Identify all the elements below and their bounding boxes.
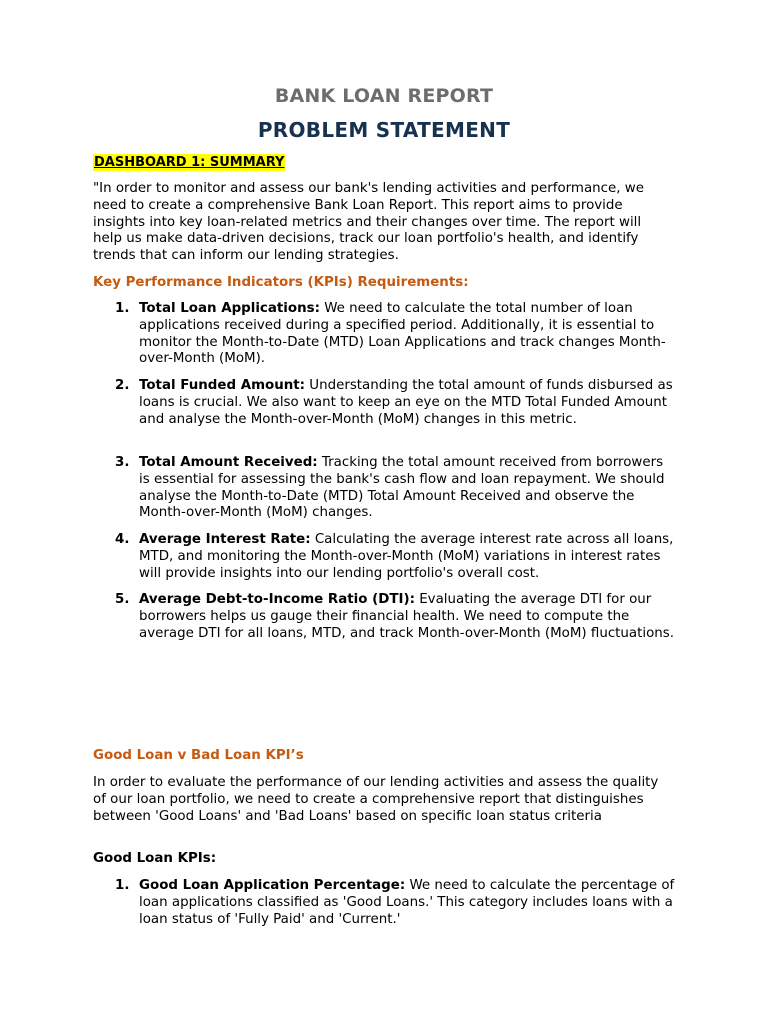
- list-item-number: 3.: [115, 455, 130, 470]
- list-item-number: 1.: [115, 878, 130, 893]
- list-item-text: Tracking the total amount received from borrowers is essential for assessing the bank's cash flow and loan repayment. We should analyse the Month-to-Date (MTD) Total Amount Received and observe the Month-over-Month (MoM) changes.: [139, 455, 665, 521]
- list-item-text: We need to calculate the percentage of loan applications classified as 'Good Loans.' This category includes loans with a loan status of 'Fully Paid' and 'Current.': [139, 878, 675, 927]
- list-item-lead: Average Interest Rate:: [139, 532, 311, 547]
- list-item-number: 2.: [115, 378, 130, 393]
- list-item-number: 5.: [115, 592, 130, 607]
- kpi-requirements-heading: Key Performance Indicators (KPIs) Requirements:: [93, 275, 469, 290]
- list-item-lead: Total Loan Applications:: [139, 301, 320, 316]
- list-item-lead: Total Amount Received:: [139, 455, 318, 470]
- good-bad-loan-heading: Good Loan v Bad Loan KPI’s: [93, 748, 304, 763]
- list-item: [115, 301, 675, 368]
- list-item: [115, 455, 675, 522]
- list-item-number: 1.: [115, 301, 130, 316]
- problem-statement-title: PROBLEM STATEMENT: [257, 118, 511, 142]
- list-item-text: Evaluating the average DTI for our borrowers helps us gauge their financial health. We need to compute the average DTI for all loans, MTD, and track Month-over-Month (MoM) fluctuations.: [139, 592, 675, 641]
- good-loan-kpis-label: Good Loan KPIs:: [93, 851, 217, 866]
- list-item-lead: Good Loan Application Percentage:: [139, 878, 406, 893]
- list-item: [115, 532, 675, 582]
- good-bad-paragraph: In order to evaluate the performance of our lending activities and assess the quality of our loan portfolio, we need to create a comprehensive report that distinguishes between 'Good Loans' and 'Bad Loans' based on specific loan status criteria: [93, 775, 659, 824]
- list-item-text: We need to calculate the total number of loan applications received during a specified period. Additionally, it is essential to monitor the Month-to-Date (MTD) Loan Applications and track changes Month-over-Month (MoM).: [139, 301, 666, 367]
- list-item-text: Understanding the total amount of funds disbursed as loans is crucial. We also want to keep an eye on the MTD Total Funded Amount and analyse the Month-over-Month (MoM) changes in this metric.: [139, 378, 673, 427]
- list-item-number: 4.: [115, 532, 130, 547]
- report-title: BANK LOAN REPORT: [274, 85, 494, 107]
- list-item-lead: Average Debt-to-Income Ratio (DTI):: [139, 592, 415, 607]
- list-item: [115, 592, 675, 642]
- list-item: [115, 378, 675, 428]
- list-item-text: Calculating the average interest rate across all loans, MTD, and monitoring the Month-over-Month (MoM) variations in interest rates will provide insights into our lending portfolio's overall cost.: [139, 532, 674, 581]
- list-item-lead: Total Funded Amount:: [139, 378, 306, 393]
- dashboard-heading: DASHBOARD 1: SUMMARY: [94, 155, 285, 170]
- intro-paragraph: "In order to monitor and assess our bank's lending activities and performance, we need to create a comprehensive Bank Loan Report. This report aims to provide insights into key loan-related metrics and their changes over time. The report will help us make data-driven decisions, track our loan portfolio's health, and identify trends that can inform our lending strategies.: [93, 181, 644, 264]
- list-item: [115, 878, 675, 928]
